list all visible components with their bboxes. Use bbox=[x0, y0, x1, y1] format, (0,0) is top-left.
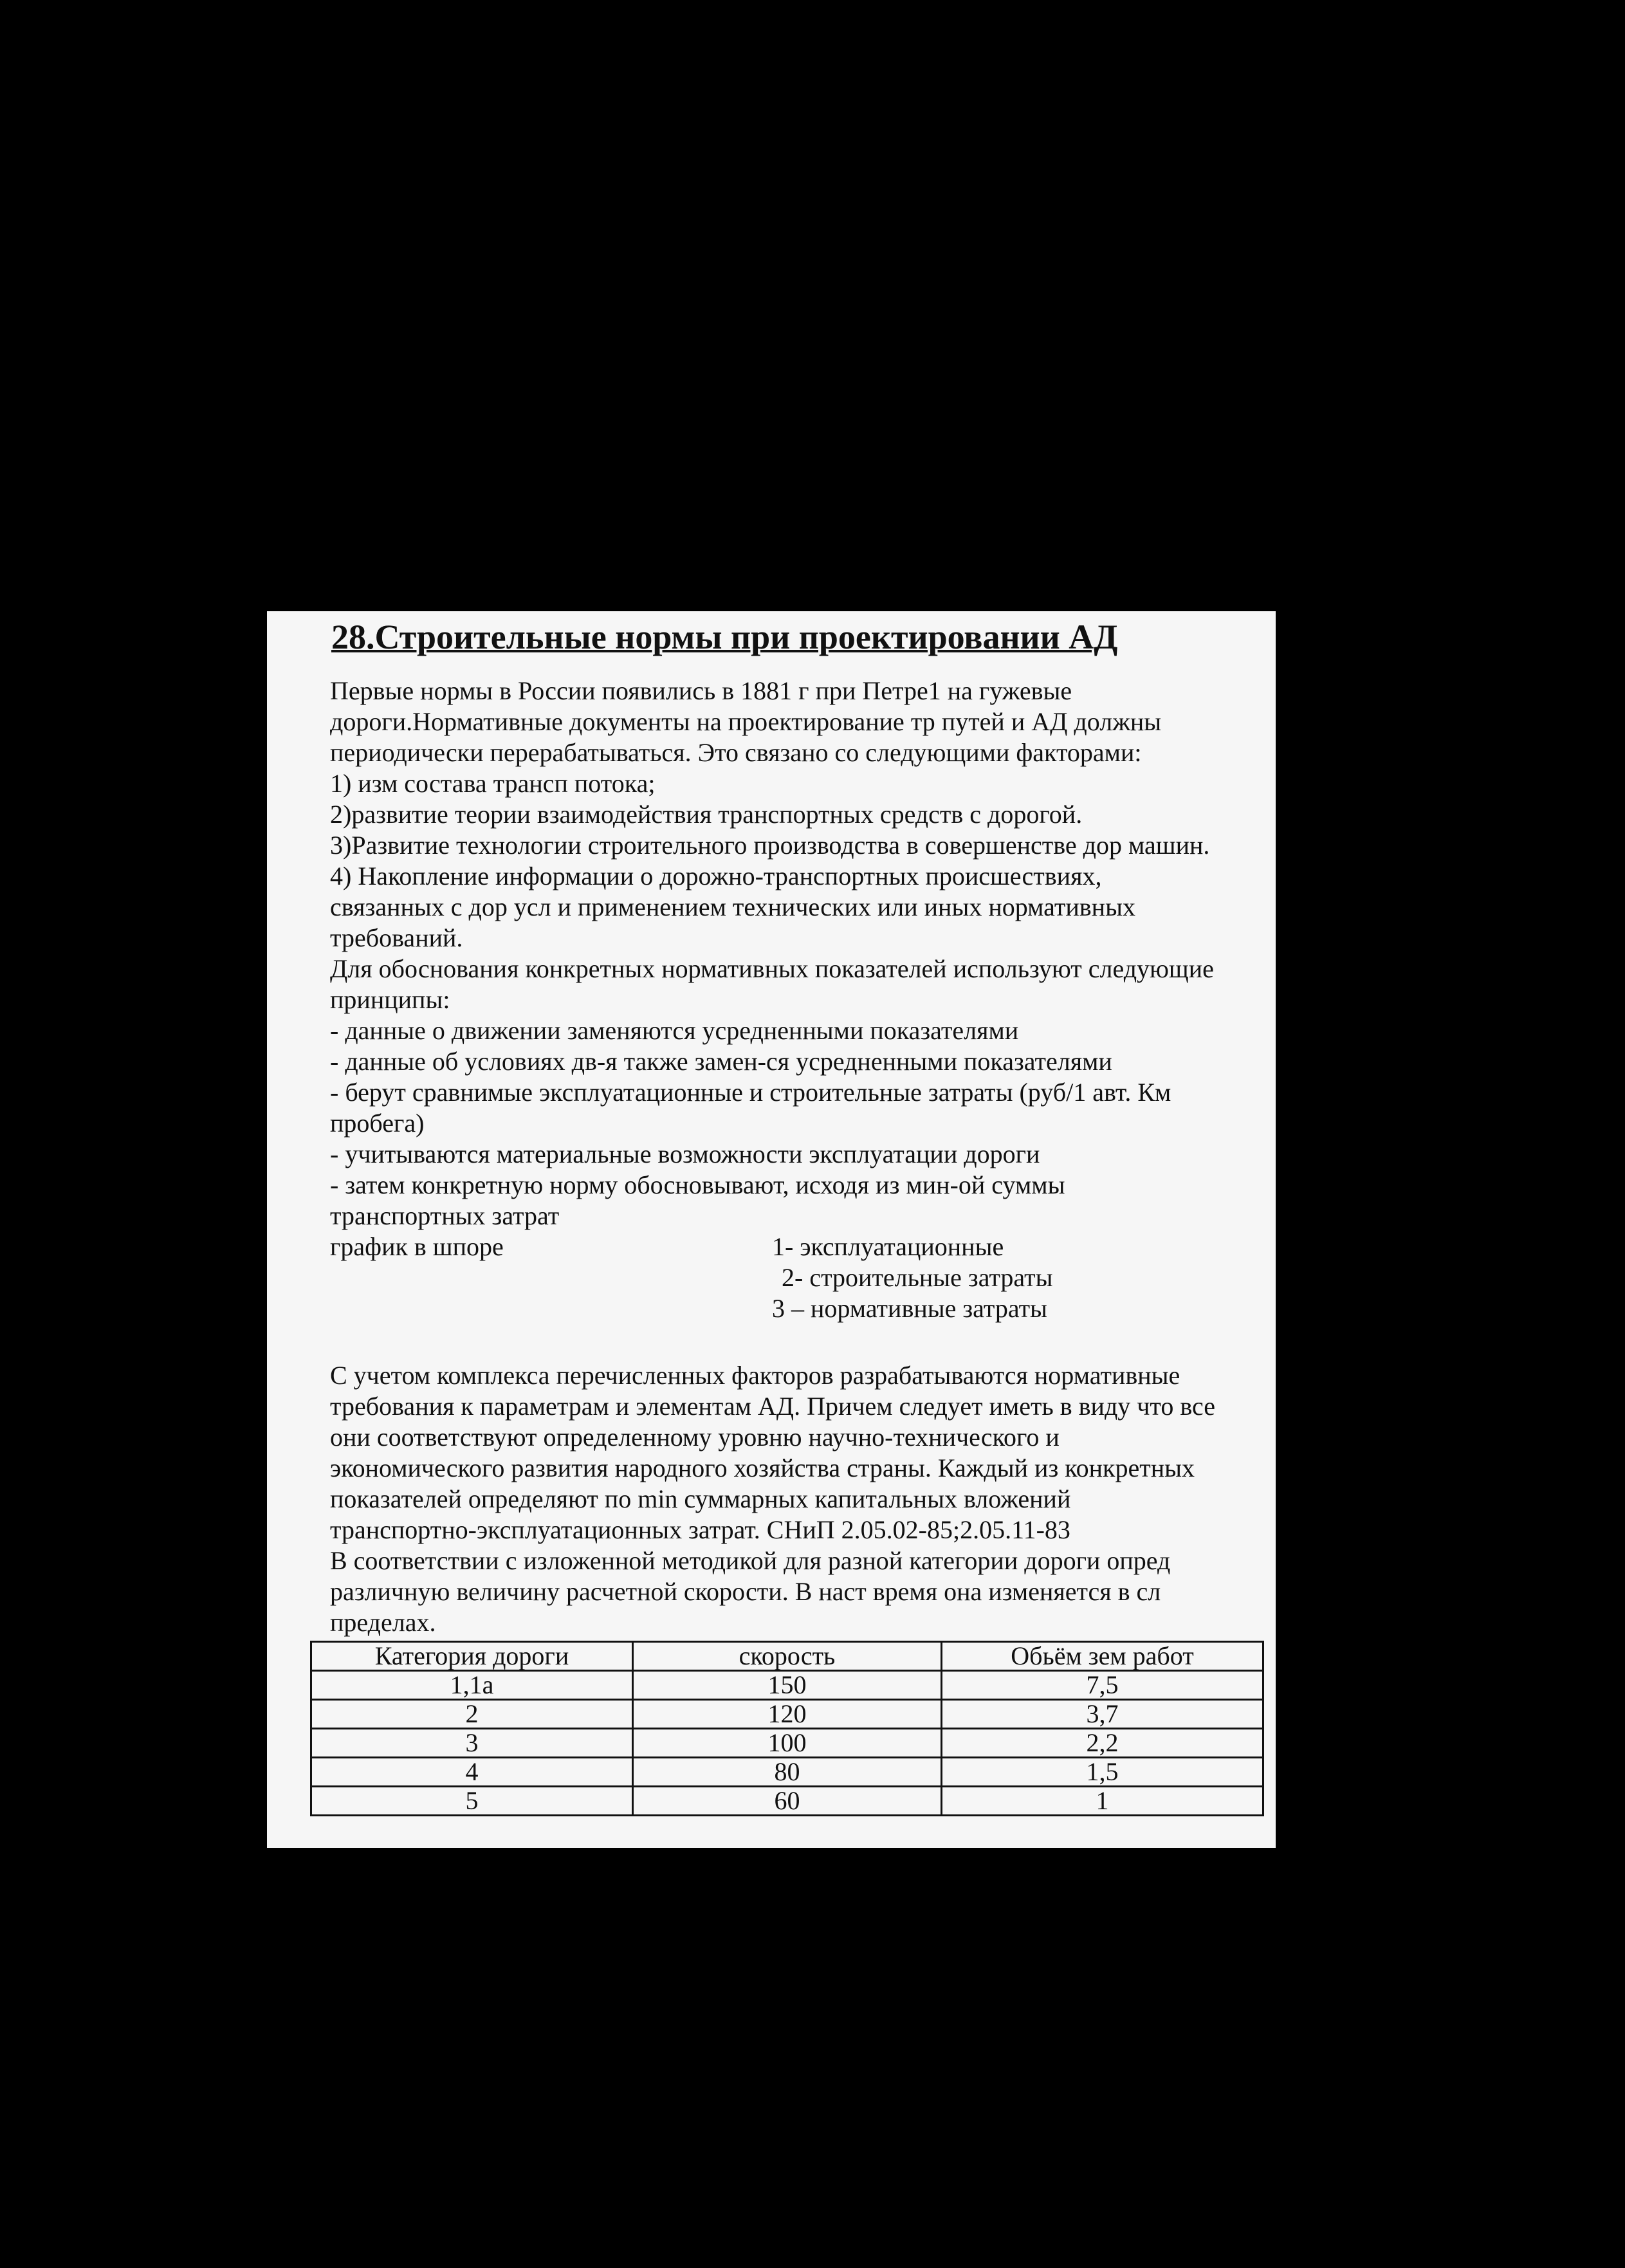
text-line: связанных с дор усл и применением технических или иных нормативных bbox=[330, 892, 1135, 921]
text-line: пробега) bbox=[330, 1109, 425, 1138]
text-line: 1) изм состава трансп потока; bbox=[330, 769, 656, 798]
column-header-category: Категория дороги bbox=[311, 1642, 633, 1671]
text-line: - учитываются материальные возможности эксплуатации дороги bbox=[330, 1139, 1040, 1168]
text-line: требований. bbox=[330, 923, 463, 952]
table-cell: 7,5 bbox=[942, 1671, 1263, 1700]
text-line: - данные о движении заменяются усредненными показателями bbox=[330, 1016, 1019, 1045]
legend-item: 2- строительные затраты bbox=[782, 1263, 1053, 1292]
text-line: экономического развития народного хозяйства страны. Каждый из конкретных bbox=[330, 1453, 1195, 1482]
text-line: периодически перерабатываться. Это связано со следующими факторами: bbox=[330, 738, 1142, 767]
text-line: - данные об условиях дв-я также замен-ся усредненными показателями bbox=[330, 1047, 1112, 1076]
table-cell: 2,2 bbox=[942, 1729, 1263, 1758]
text-line: показателей определяют по min суммарных капитальных вложений bbox=[330, 1484, 1071, 1513]
scanned-page bbox=[267, 611, 1276, 1848]
text-line: Для обоснования конкретных нормативных показателей используют следующие bbox=[330, 954, 1214, 983]
text-line: 4) Накопление информации о дорожно-транспортных происшествиях, bbox=[330, 862, 1102, 890]
table-cell: 80 bbox=[633, 1758, 942, 1787]
text-line: - затем конкретную норму обосновывают, исходя из мин-ой суммы bbox=[330, 1170, 1065, 1199]
table-cell: 3,7 bbox=[942, 1700, 1263, 1729]
text-line: 3)Развитие технологии строительного производства в совершенстве дор машин. bbox=[330, 831, 1210, 860]
table-row bbox=[311, 1729, 1263, 1758]
table-cell: 150 bbox=[633, 1671, 942, 1700]
table-cell: 1,5 bbox=[942, 1758, 1263, 1787]
table-cell: 100 bbox=[633, 1729, 942, 1758]
legend-item: 3 – нормативные затраты bbox=[772, 1294, 1047, 1323]
table-cell: 120 bbox=[633, 1700, 942, 1729]
text-line: Первые нормы в России появились в 1881 г при Петре1 на гужевые bbox=[330, 676, 1072, 705]
page-title: 28.Строительные нормы при проектировании АД bbox=[331, 618, 1118, 656]
text-line: график в шпоре bbox=[330, 1232, 504, 1261]
text-line: различную величину расчетной скорости. В наст время она изменяется в сл bbox=[330, 1577, 1161, 1606]
table-row bbox=[311, 1758, 1263, 1787]
text-line: 2)развитие теории взаимодействия транспортных средств с дорогой. bbox=[330, 800, 1083, 829]
table-cell: 4 bbox=[311, 1758, 633, 1787]
text-line: транспортно-эксплуатационных затрат. СНиП 2.05.02-85;2.05.11-83 bbox=[330, 1515, 1070, 1544]
norms-table bbox=[310, 1641, 1264, 1816]
text-line: С учетом комплекса перечисленных факторов разрабатываются нормативные bbox=[330, 1361, 1180, 1390]
text-line: транспортных затрат bbox=[330, 1201, 560, 1230]
table-cell: 5 bbox=[311, 1787, 633, 1816]
column-header-earthwork: Обьём зем работ bbox=[942, 1642, 1263, 1671]
table-cell: 1 bbox=[942, 1787, 1263, 1816]
text-line: пределах. bbox=[330, 1608, 436, 1637]
text-line: они соответствуют определенному уровню научно-технического и bbox=[330, 1423, 1060, 1452]
table-cell: 3 bbox=[311, 1729, 633, 1758]
legend-item: 1- эксплуатационные bbox=[772, 1232, 1004, 1261]
table-row bbox=[311, 1700, 1263, 1729]
text-line: принципы: bbox=[330, 985, 450, 1014]
text-line: дороги.Нормативные документы на проектирование тр путей и АД должны bbox=[330, 707, 1162, 736]
text-line: требования к параметрам и элементам АД. Причем следует иметь в виду что все bbox=[330, 1392, 1216, 1421]
table-header-row bbox=[311, 1642, 1263, 1671]
table-cell: 2 bbox=[311, 1700, 633, 1729]
text-line: - берут сравнимые эксплуатационные и строительные затраты (руб/1 авт. Км bbox=[330, 1078, 1171, 1107]
table-row bbox=[311, 1787, 1263, 1816]
table-cell: 60 bbox=[633, 1787, 942, 1816]
column-header-speed: скорость bbox=[633, 1642, 942, 1671]
table-cell: 1,1а bbox=[311, 1671, 633, 1700]
text-line: В соответствии с изложенной методикой для разной категории дороги опред bbox=[330, 1546, 1171, 1575]
table-row bbox=[311, 1671, 1263, 1700]
